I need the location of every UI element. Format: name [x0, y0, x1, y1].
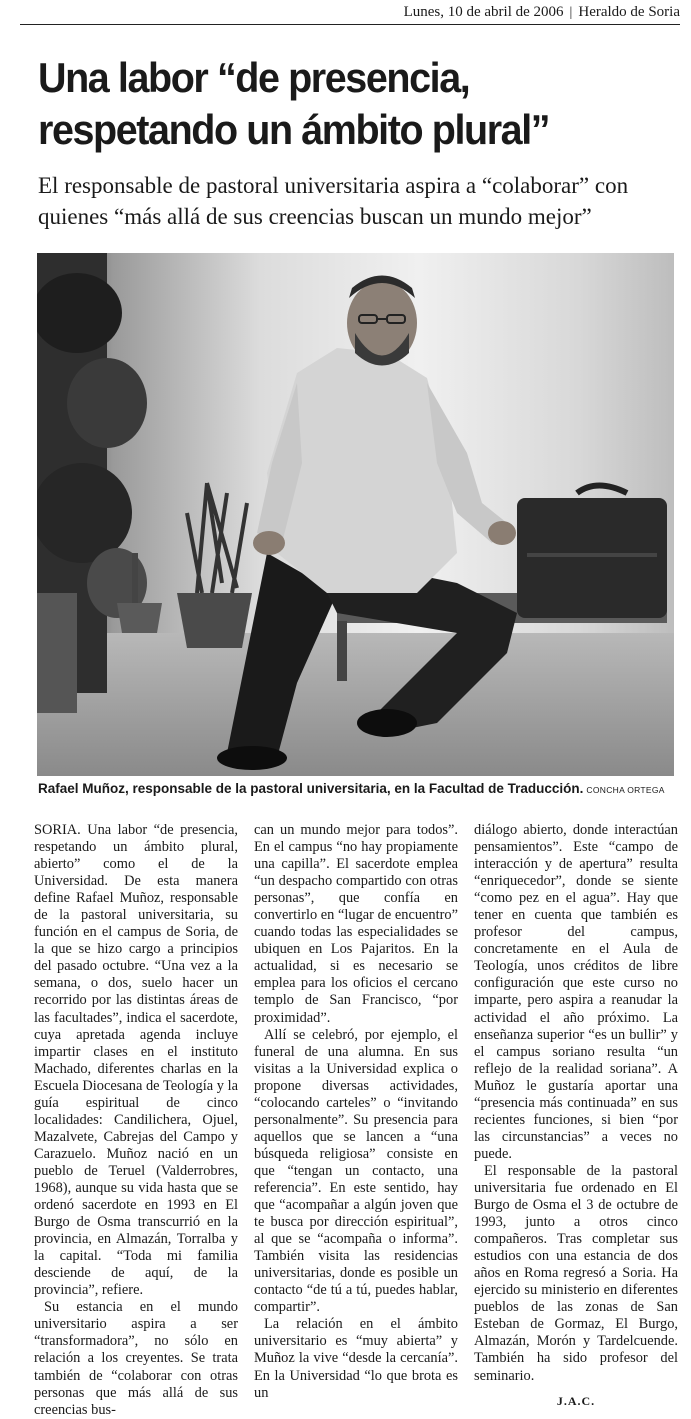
man-seated-photo-icon	[37, 253, 674, 776]
paragraph: can un mundo mejor para todos”. En el campus “no hay propiamente una capilla”. El sacerdote emplea “un despacho compartido con otras personas”, que confía en convertirlo en “lugar de encuentro” cuando todas las especialidades se ubiquen en Los Pajaritos. En la actualidad, si es necesario se emplea para los oficios el cercano templo de San Francisco, “por proximidad”.	[254, 822, 458, 1026]
article-column-3	[474, 822, 678, 1408]
photo-caption	[38, 780, 678, 799]
article-photo	[37, 253, 674, 776]
caption-text: Rafael Muñoz, responsable de la pastoral universitaria, en la Facultad de Traducción.	[38, 781, 584, 796]
headline-line-1: Una labor “de presencia,	[38, 54, 470, 101]
photo-credit: CONCHA ORTEGA	[586, 785, 665, 795]
article-column-1	[34, 822, 238, 1418]
paragraph: SORIA. Una labor “de presencia, respetando un ámbito plural, abierto” como el de la Universidad. De esta manera define Rafael Muñoz, responsable de la pastoral universitaria, su función en el campus de Soria, de la que se hizo cargo a principios del pasado octubre. “Una vez a la semana, o dos, suelo hacer un recorrido por las distintas áreas de las facultades”, indica el sacerdote, cuya apretada agenda incluye impartir clases en el instituto Machado, diferentes charlas en la Escuela Diocesana de Teología y la guía espiritual de cinco localidades: Candilichera, Ojuel, Mazalvete, Cabrejas del Campo y Carazuelo. Muñoz nació en un pueblo de Teruel (Valderrobres, 1968), aunque su vida hasta que se ordenó sacerdote en 1993 en El Burgo de Osma transcurrió en la provincia, en Almazán, Torralba y la capital. “Toda mi familia desciende de aquí, de la provincia”, refiere.	[34, 822, 238, 1299]
header-publication: Heraldo de Soria	[578, 4, 680, 20]
subheadline: El responsable de pastoral universitaria aspira a “colaborar” con quienes “más allá de sus creencias buscan un mundo mejor”	[38, 173, 629, 229]
paragraph: El responsable de la pastoral universitaria fue ordenado en El Burgo de Osma el 3 de octubre de 1993, junto a otros cinco compañeros. Tras completar sus estudios con una estancia de dos años en Roma regresó a Soria. Ha ejercido su ministerio en diferentes pueblos de las zonas de San Esteban de Gormaz, El Burgo, Almazán, Morón y Tardelcuende. También ha sido profesor del seminario.	[474, 1162, 678, 1384]
article-body	[34, 822, 679, 1418]
paragraph: La relación en el ámbito universitario es “muy abierta” y Muñoz la vive “desde la cercanía”. En la Universidad “lo que brota es un	[254, 1316, 458, 1401]
briefcase-icon	[517, 486, 667, 619]
headline	[38, 52, 640, 156]
paragraph: Su estancia en el mundo universitario aspira a ser “transformadora”, no sólo en relación a los creyentes. Se trata también de “colaborar con otras personas que más allá de sus creencias bus-	[34, 1299, 238, 1418]
author-signature: J.A.C.	[556, 1393, 596, 1408]
article-column-2	[254, 822, 458, 1401]
headline-line-2: respetando un ámbito plural”	[38, 106, 550, 153]
header-separator: |	[569, 5, 573, 20]
header-date: Lunes, 10 de abril de 2006	[403, 4, 564, 20]
paragraph: diálogo abierto, donde interactúan pensamientos”. Este “campo de interacción y de apertura” resulta “enriquecedor”, donde se siente “como pez en el agua”. Hay que tener en cuenta que también es profesor del campus, concretamente en el Aula de Teología, unos créditos de libre configuración que este curso no imparte, pero aspira a reanudar la actividad el año próximo. La enseñanza superior “es un bullir” y el campus soriano resulta “un reflejo de la realidad soriana”. A Muñoz le gustaría aportar una “presencia más continuada” en sus recientes funciones, si bien “por las circunstancias” a veces no puede.	[474, 822, 678, 1162]
paragraph: Allí se celebró, por ejemplo, el funeral de una alumna. En sus visitas a la Universidad explica o propone diversas actividades, “colocando carteles” o “invitando personalmente”. Su presencia para aquellos que se lancen a “una búsqueda religiosa” consiste en que “tengan un contacto, una referencia”. En este sentido, hay que “acompañar a algún joven que te busca por dirección espiritual”, al que se “acompaña o informa”. También visita las residencias universitarias, donde es posible un contacto “de tú a tú, puedes hablar, compartir”.	[254, 1026, 458, 1316]
potted-plant-icon	[117, 483, 252, 648]
page-header	[20, 2, 680, 25]
